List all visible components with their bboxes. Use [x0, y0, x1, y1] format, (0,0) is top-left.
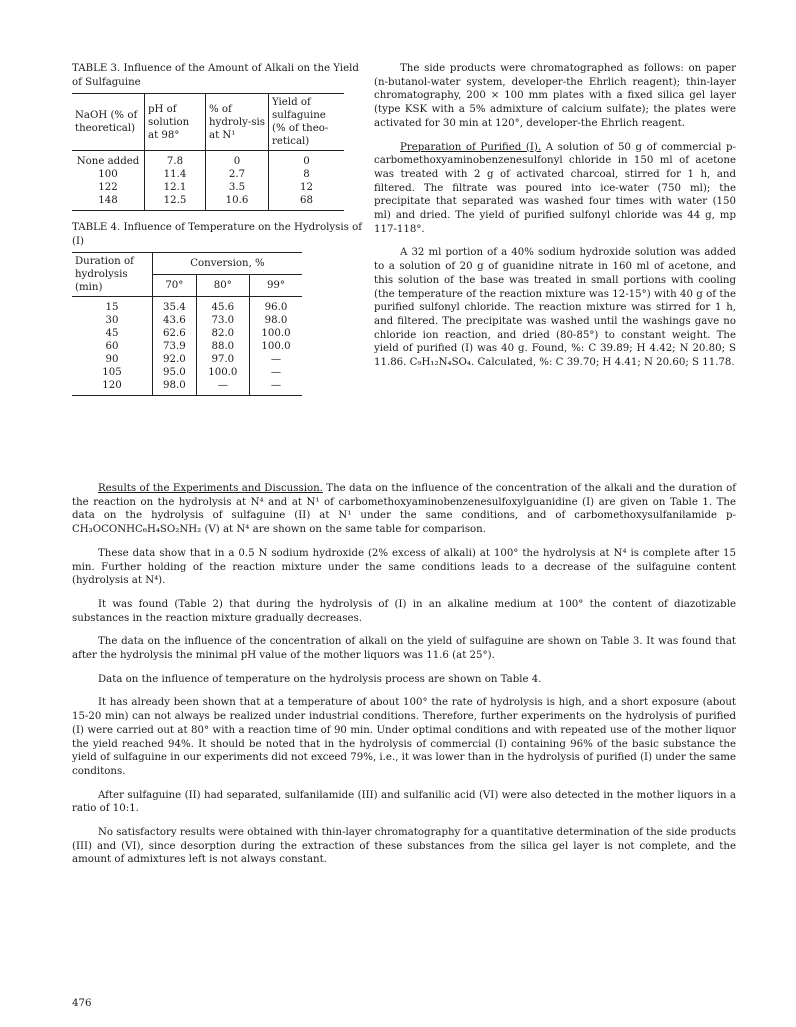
table-cell: None added	[76, 156, 140, 168]
body-paragraph: After sulfaguine (II) had separated, sulfanilamide (III) and sulfanilic acid (VI) were also detected in the mother liquors in a ratio of 10:1.	[72, 789, 736, 815]
body-paragraph: No satisfactory results were obtained with thin-layer chromatography for a quantitative determination of the side products (III) and (VI), since desorption during the extraction of these substances from the silica gel layer is not complete, and the amount of admixtures left is not always constant.	[72, 827, 736, 866]
table3-header-yield: Yield of sulfaguine (% of theo-retical)	[269, 94, 345, 151]
table-cell: 8	[269, 168, 345, 181]
table-cell: 100.0	[196, 366, 249, 379]
table-row	[72, 366, 302, 379]
table-cell: 35.4	[153, 297, 197, 315]
table3-header-ph: pH of solution at 98°	[145, 94, 206, 151]
table3-header-naoh: NaOH (% of theoretical)	[75, 110, 138, 135]
table-cell: 90	[105, 354, 119, 366]
table-cell: 88.0	[196, 340, 249, 353]
table-cell: 98.0	[249, 314, 302, 327]
table-row	[72, 314, 302, 327]
table4	[72, 252, 302, 396]
table-cell: 100.0	[249, 340, 302, 353]
results-text: The data on the influence of the concentration of the alkali and the duration of the reaction on the hydrolysis at N⁴ and at N¹ of carbomethoxyaminobenzenesulfoxylguanidine (I) are given on Table 1. The data on the hydrolysis of sulfaguine (II) at N¹ under the same conditions, and of carbomethoxysulfanilamide p-CH₃OCONHC₆H₄SO₂NH₂ (V) at N⁴ are shown on the same table for comparison.	[72, 483, 736, 536]
table-cell: 3.5	[206, 181, 269, 194]
results-heading: Results of the Experiments and Discussion.	[98, 483, 323, 494]
table-cell: 73.0	[196, 314, 249, 327]
main-text	[72, 482, 736, 867]
table-cell: 12.5	[145, 194, 206, 211]
table4-header-conversion: Conversion, %	[153, 253, 303, 275]
table-cell: 45.6	[196, 297, 249, 315]
table-row	[72, 168, 344, 181]
table-cell: 92.0	[153, 353, 197, 366]
table4-caption: TABLE 4. Influence of Temperature on the Hydrolysis of (I)	[72, 222, 362, 247]
table-cell: 11.4	[145, 168, 206, 181]
table-cell: 97.0	[196, 353, 249, 366]
table-cell: 43.6	[153, 314, 197, 327]
table-cell: 2.7	[206, 168, 269, 181]
table3-caption: TABLE 3. Influence of the Amount of Alkali on the Yield of Sulfaguine	[72, 63, 359, 88]
body-paragraph: It was found (Table 2) that during the hydrolysis of (I) in an alkaline medium at 100° the content of diazotizable substances in the reaction mixture gradually decreases.	[72, 598, 736, 624]
table-cell: 96.0	[249, 297, 302, 315]
preparation-paragraph	[374, 141, 736, 237]
body-paragraph: It has already been shown that at a temperature of about 100° the rate of hydrolysis is high, and a short exposure (about 15-20 min) can not always be realized under industrial conditions. Therefore, further experiments on the hydrolysis of purified (I) were carried out at 80° with a reaction time of 90 min. Under optimal conditions and with repeated use of the mother liquor the yield reached 94%. It should be noted that in the hydrolysis of commercial (I) containing 96% of the basic substance the yield of sulfaguine in our experiments did not exceed 79%, i.e., it was lower than in the hydrolysis of purified (I) under the same conditons.	[72, 697, 736, 777]
table-cell: 62.6	[153, 327, 197, 340]
table4-header-duration: Duration of hydrolysis (min)	[75, 256, 134, 294]
table4-header-temp: 70°	[153, 275, 197, 297]
table3-header-row	[72, 94, 344, 151]
synthesis-paragraph: A 32 ml portion of a 40% sodium hydroxide solution was added to a solution of 20 g of guanidine nitrate in 160 ml of acetone, and this solution of the base was treated in small portions with cooling (the temperature of the reaction mixture was 12-15°) with 40 g of the purified sulfonyl chloride. The reaction mixture was stirred for 1 h, and filtered. The precipitate was washed until the washings gave no chloride ion reaction, and dried (80-85°) to constant weight. The yield of purified (I) was 40 g. Found, %: C 39.89; H 4.42; N 20.80; S 11.86. C₉H₁₂N₄SO₄. Calculated, %: C 39.70; H 4.41; N 20.60; S 11.78.	[374, 247, 736, 369]
table-cell: 122	[98, 182, 118, 194]
table-cell: 30	[105, 315, 119, 327]
table-row	[72, 379, 302, 396]
table-cell: 105	[102, 367, 122, 379]
body-paragraph: The data on the influence of the concentration of alkali on the yield of sulfaguine are shown on Table 3. It was found that after the hydrolysis the minimal pH value of the mother liquors was 11.6 (at 25°).	[72, 636, 736, 662]
table-cell: 0	[206, 151, 269, 169]
results-paragraph	[72, 482, 736, 537]
table-cell: 15	[105, 302, 119, 314]
table-row	[72, 340, 302, 353]
table3	[72, 93, 344, 211]
table-cell: 0	[269, 151, 345, 169]
table-cell: 12	[269, 181, 345, 194]
left-column	[72, 62, 372, 396]
table-cell: —	[249, 379, 302, 396]
table-cell: 100	[98, 169, 118, 181]
table-row	[72, 327, 302, 340]
table-row	[72, 181, 344, 194]
table-cell: 60	[105, 341, 119, 353]
table-cell: 73.9	[153, 340, 197, 353]
table-cell: 82.0	[196, 327, 249, 340]
table-cell: 7.8	[145, 151, 206, 169]
table-row	[72, 194, 344, 211]
table-cell: —	[196, 379, 249, 396]
preparation-text: A solution of 50 g of commercial p-carbomethoxyaminobenzenesulfonyl chloride in 150 ml of acetone was treated with 2 g of activated charcoal, stirred for 1 h, and filtered. The filtrate was poured into ice-water (750 ml); the precipitate that separated was washed four times with water (150 ml) and dried. The yield of purified sulfonyl chloride was 44 g, mp 117-118°.	[374, 141, 736, 235]
table-cell: 45	[105, 328, 119, 340]
table-row	[72, 297, 302, 315]
table-row	[72, 353, 302, 366]
right-column	[374, 62, 736, 370]
chromatography-paragraph: The side products were chromatographed as follows: on paper (n-butanol-water system, developer-the Ehrlich reagent); thin-layer chromatography, 200 × 100 mm plates with a fixed silica gel layer (type KSK with a 5% admixture of calcium sulfate); the plates were activated for 30 min at 120°, developer-the Ehrlich reagent.	[374, 63, 736, 129]
table-cell: —	[249, 353, 302, 366]
table4-header-temp: 80°	[196, 275, 249, 297]
body-paragraph: Data on the influence of temperature on the hydrolysis process are shown on Table 4.	[98, 673, 542, 685]
table4-header-temp: 99°	[249, 275, 302, 297]
page-number: 476	[72, 998, 92, 1009]
table-cell: 148	[98, 195, 118, 207]
table-cell: 68	[269, 194, 345, 211]
table-cell: 100.0	[249, 327, 302, 340]
table4-header-row	[72, 253, 302, 275]
table3-header-hydrolysis: % of hydroly-sis at N¹	[206, 94, 269, 151]
table-cell: 120	[102, 380, 122, 392]
table-row	[72, 151, 344, 169]
preparation-heading: Preparation of Purified (I).	[400, 141, 542, 153]
table-cell: 95.0	[153, 366, 197, 379]
table-cell: 10.6	[206, 194, 269, 211]
table-cell: —	[249, 366, 302, 379]
table-cell: 98.0	[153, 379, 197, 396]
table-cell: 12.1	[145, 181, 206, 194]
body-paragraph: These data show that in a 0.5 N sodium hydroxide (2% excess of alkali) at 100° the hydrolysis at N⁴ is complete after 15 min. Further holding of the reaction mixture under the same conditions leads to a decrease of the sulfaguine content (hydrolysis at N⁴).	[72, 547, 736, 587]
